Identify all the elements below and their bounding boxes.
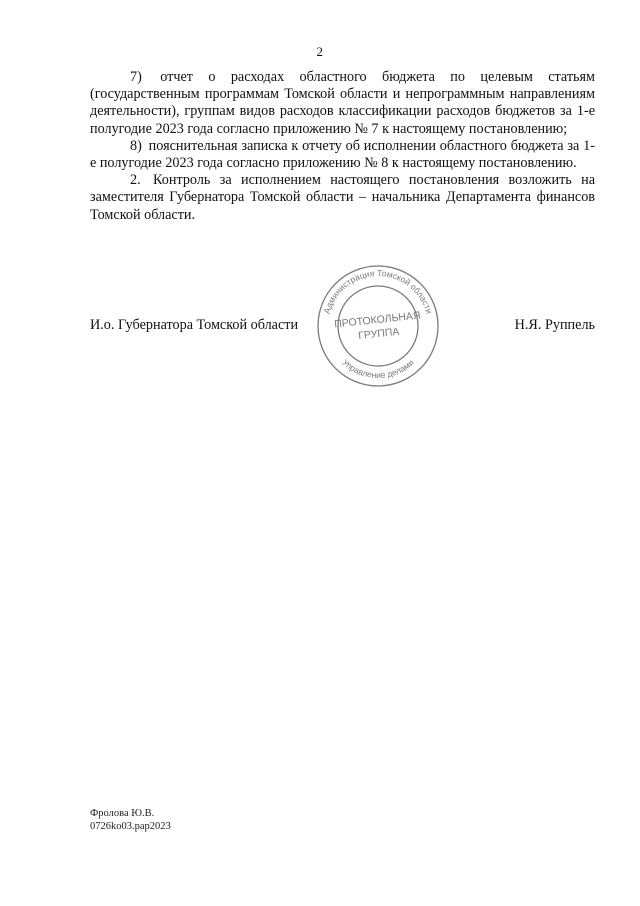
protocol-group-stamp	[313, 261, 443, 391]
stamp-bottom-text: Управление делами	[340, 357, 416, 381]
stamp-outer-text: Администрация Томской области	[321, 267, 435, 315]
paragraph-item-8	[90, 138, 595, 172]
footer-file-ref: 0726ko03.pap2023	[90, 821, 171, 832]
paragraph-number: 7)	[130, 69, 142, 85]
paragraph-text: Контроль за исполнением настоящего постановления возложить на заместителя Губернатора Томской области – начальника Департамента финансов Томской области.	[90, 172, 595, 223]
paragraph-number: 2.	[130, 172, 141, 189]
paragraph-text: отчет о расходах областного бюджета по целевым статьям (государственным программам Томской области и непрограммным направлениям деятельности), группам видов расходов классификации расходов бюджетов за 1-е полугодие 2023 года согласно приложению № 7 к настоящему постановлению;	[90, 69, 596, 137]
paragraph-item-7	[90, 69, 595, 138]
paragraph-number: 8)	[130, 137, 142, 154]
paragraph-control	[90, 172, 595, 224]
signatory-title: И.о. Губернатора Томской области	[90, 317, 299, 333]
footer-author: Фролова Ю.В.	[90, 808, 155, 819]
footer-executor	[90, 807, 171, 833]
signatory-name: Н.Я. Руппель	[514, 317, 595, 333]
paragraph-text: пояснительная записка к отчету об исполнении областного бюджета за 1-е полугодие 2023 года согласно приложению № 8 к настоящему постановлению.	[90, 137, 595, 172]
stamp-center-line-2: ГРУППА	[357, 325, 400, 343]
stamp-center-line-1: ПРОТОКОЛЬНАЯ	[333, 309, 422, 331]
page-number: 2	[316, 44, 324, 59]
document-body	[90, 69, 595, 224]
